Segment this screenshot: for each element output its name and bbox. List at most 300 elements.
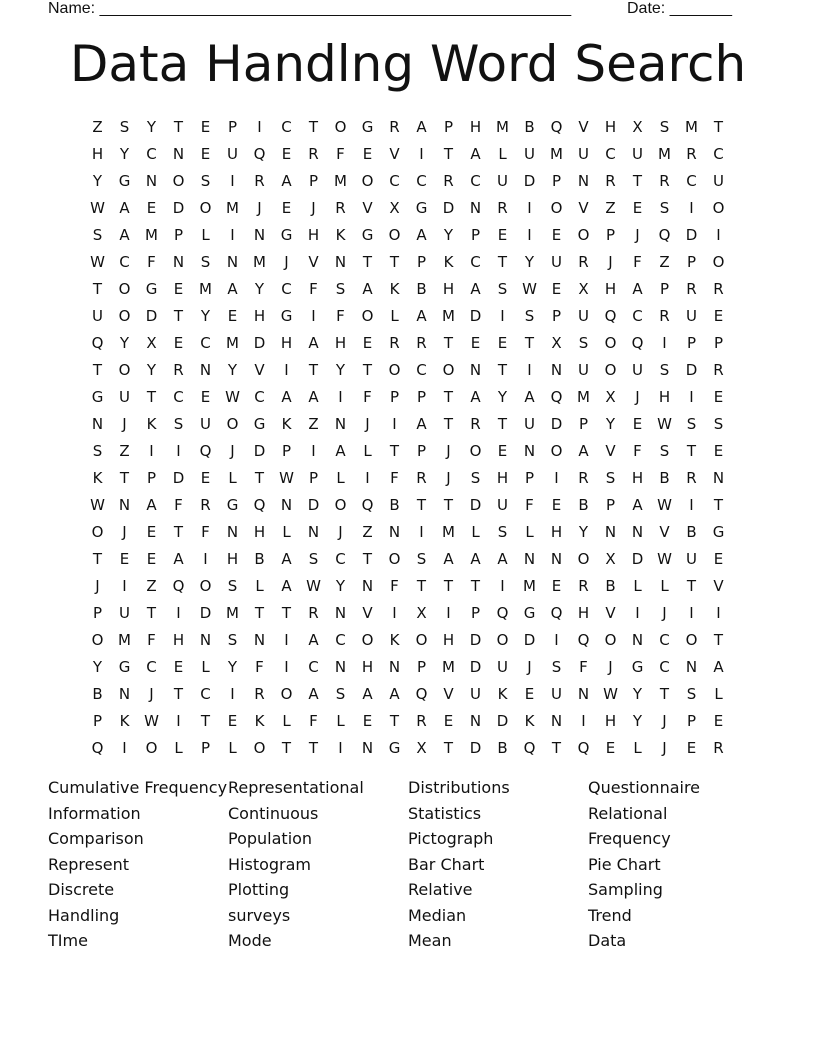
grid-cell[interactable]: R [308,145,319,163]
grid-cell[interactable]: S [713,415,724,433]
grid-cell[interactable]: D [469,307,482,325]
grid-cell[interactable]: T [713,496,724,514]
grid-cell[interactable]: V [605,604,616,622]
grid-cell[interactable]: N [226,523,239,541]
grid-cell[interactable]: G [523,604,536,622]
grid-cell[interactable]: R [389,118,400,136]
grid-cell[interactable]: E [551,496,562,514]
grid-cell[interactable]: T [551,739,562,757]
grid-cell[interactable]: J [527,658,532,676]
grid-cell[interactable]: I [230,685,235,703]
grid-cell[interactable]: X [605,550,616,568]
grid-cell[interactable]: D [469,631,482,649]
grid-cell[interactable]: Q [91,334,104,352]
grid-cell[interactable]: O [226,415,239,433]
grid-cell[interactable]: E [200,469,211,487]
grid-cell[interactable]: G [145,280,158,298]
grid-cell[interactable]: E [173,280,184,298]
grid-cell[interactable]: N [172,253,185,271]
grid-cell[interactable]: J [365,415,370,433]
grid-cell[interactable]: P [686,334,697,352]
grid-cell[interactable]: A [578,442,589,460]
grid-cell[interactable]: E [605,739,616,757]
grid-cell[interactable]: M [442,658,455,676]
grid-cell[interactable]: O [604,334,617,352]
grid-cell[interactable]: U [551,685,562,703]
grid-cell[interactable]: A [443,550,454,568]
grid-cell[interactable]: E [362,334,373,352]
grid-cell[interactable]: R [686,145,697,163]
grid-cell[interactable]: N [388,658,401,676]
grid-cell[interactable]: N [199,631,212,649]
grid-cell[interactable]: M [658,145,671,163]
grid-cell[interactable]: U [524,145,535,163]
grid-cell[interactable]: T [146,388,157,406]
grid-cell[interactable]: B [659,469,670,487]
grid-cell[interactable]: E [551,226,562,244]
grid-cell[interactable]: W [657,550,672,568]
grid-cell[interactable]: N [172,145,185,163]
grid-cell[interactable]: H [253,523,266,541]
grid-cell[interactable]: D [469,496,482,514]
grid-cell[interactable]: E [200,118,211,136]
grid-cell[interactable]: F [390,469,399,487]
grid-cell[interactable]: T [281,604,292,622]
grid-cell[interactable]: W [603,685,618,703]
grid-cell[interactable]: B [524,118,535,136]
grid-cell[interactable]: B [578,496,589,514]
grid-cell[interactable]: S [578,334,589,352]
grid-cell[interactable]: S [227,577,238,595]
grid-cell[interactable]: R [443,172,454,190]
grid-cell[interactable]: Y [200,307,211,325]
grid-cell[interactable]: E [470,334,481,352]
grid-cell[interactable]: C [200,685,211,703]
grid-cell[interactable]: M [226,604,239,622]
grid-cell[interactable]: N [469,712,482,730]
grid-cell[interactable]: B [686,523,697,541]
grid-cell[interactable]: H [550,523,563,541]
grid-cell[interactable]: H [172,631,185,649]
grid-cell[interactable]: F [309,712,318,730]
grid-cell[interactable]: S [200,253,211,271]
grid-cell[interactable]: A [416,226,427,244]
grid-cell[interactable]: X [605,388,616,406]
grid-cell[interactable]: I [392,415,397,433]
grid-cell[interactable]: L [471,523,480,541]
grid-cell[interactable]: I [446,604,451,622]
grid-cell[interactable]: V [362,199,373,217]
grid-cell[interactable]: A [362,280,373,298]
grid-cell[interactable]: S [308,550,319,568]
grid-cell[interactable]: P [92,604,103,622]
grid-cell[interactable]: J [608,658,613,676]
grid-cell[interactable]: E [497,226,508,244]
grid-cell[interactable]: C [146,145,157,163]
grid-cell[interactable]: D [496,712,509,730]
date-field[interactable]: Date: _______ [627,0,732,17]
grid-cell[interactable]: V [713,577,724,595]
grid-cell[interactable]: R [416,334,427,352]
grid-cell[interactable]: Z [605,199,616,217]
grid-cell[interactable]: T [92,280,103,298]
grid-cell[interactable]: Q [91,739,104,757]
grid-cell[interactable]: T [200,712,211,730]
grid-cell[interactable]: M [253,253,266,271]
grid-cell[interactable]: N [334,658,347,676]
grid-cell[interactable]: D [469,658,482,676]
grid-cell[interactable]: G [91,388,104,406]
grid-cell[interactable]: Y [632,712,643,730]
grid-cell[interactable]: T [416,577,427,595]
grid-cell[interactable]: P [416,658,427,676]
grid-cell[interactable]: L [525,523,534,541]
grid-cell[interactable]: O [145,739,158,757]
grid-cell[interactable]: O [388,550,401,568]
grid-cell[interactable]: U [713,172,724,190]
grid-cell[interactable]: I [311,442,316,460]
grid-cell[interactable]: V [659,523,670,541]
grid-cell[interactable]: R [173,361,184,379]
grid-cell[interactable]: A [497,550,508,568]
grid-cell[interactable]: N [685,658,698,676]
grid-cell[interactable]: U [686,550,697,568]
grid-cell[interactable]: Y [92,172,103,190]
grid-cell[interactable]: Y [227,658,238,676]
grid-cell[interactable]: L [363,442,372,460]
grid-cell[interactable]: J [95,577,100,595]
grid-cell[interactable]: X [551,334,562,352]
grid-cell[interactable]: A [281,550,292,568]
grid-cell[interactable]: Q [199,442,212,460]
grid-cell[interactable]: I [500,307,505,325]
grid-cell[interactable]: A [173,550,184,568]
grid-cell[interactable]: I [176,442,181,460]
grid-cell[interactable]: F [579,658,588,676]
grid-cell[interactable]: E [497,334,508,352]
grid-cell[interactable]: S [227,631,238,649]
grid-cell[interactable]: O [199,199,212,217]
grid-cell[interactable]: I [284,631,289,649]
grid-cell[interactable]: E [227,307,238,325]
grid-cell[interactable]: N [145,172,158,190]
grid-cell[interactable]: W [90,496,105,514]
grid-cell[interactable]: R [686,280,697,298]
grid-cell[interactable]: D [145,307,158,325]
grid-cell[interactable]: U [686,307,697,325]
grid-cell[interactable]: A [281,577,292,595]
grid-cell[interactable]: N [604,523,617,541]
grid-cell[interactable]: E [200,145,211,163]
grid-cell[interactable]: L [201,226,210,244]
grid-cell[interactable]: N [226,253,239,271]
grid-cell[interactable]: H [604,280,617,298]
grid-cell[interactable]: T [173,523,184,541]
grid-cell[interactable]: T [497,253,508,271]
grid-cell[interactable]: K [389,631,400,649]
grid-cell[interactable]: A [308,685,319,703]
grid-cell[interactable]: F [336,145,345,163]
grid-cell[interactable]: J [230,442,235,460]
grid-cell[interactable]: E [362,712,373,730]
grid-cell[interactable]: T [146,604,157,622]
grid-cell[interactable]: I [527,361,532,379]
grid-cell[interactable]: I [338,388,343,406]
grid-cell[interactable]: O [172,172,185,190]
grid-cell[interactable]: A [335,442,346,460]
grid-cell[interactable]: P [605,496,616,514]
grid-cell[interactable]: L [390,307,399,325]
grid-cell[interactable]: L [336,712,345,730]
grid-cell[interactable]: Y [119,334,130,352]
grid-cell[interactable]: Z [362,523,373,541]
grid-cell[interactable]: I [338,739,343,757]
grid-cell[interactable]: R [254,172,265,190]
grid-cell[interactable]: D [685,361,698,379]
grid-cell[interactable]: D [523,172,536,190]
grid-cell[interactable]: R [659,172,670,190]
grid-cell[interactable]: X [389,199,400,217]
grid-cell[interactable]: W [279,469,294,487]
grid-cell[interactable]: T [497,361,508,379]
grid-cell[interactable]: R [470,415,481,433]
grid-cell[interactable]: O [334,496,347,514]
grid-cell[interactable]: U [578,145,589,163]
grid-cell[interactable]: V [389,145,400,163]
grid-cell[interactable]: O [415,631,428,649]
grid-cell[interactable]: Q [550,604,563,622]
grid-cell[interactable]: J [311,199,316,217]
grid-cell[interactable]: U [227,145,238,163]
grid-cell[interactable]: O [496,631,509,649]
grid-cell[interactable]: G [226,496,239,514]
grid-cell[interactable]: Y [227,361,238,379]
grid-cell[interactable]: S [92,442,103,460]
grid-cell[interactable]: E [146,550,157,568]
grid-cell[interactable]: Q [496,604,509,622]
grid-cell[interactable]: F [363,388,372,406]
grid-cell[interactable]: R [659,307,670,325]
grid-cell[interactable]: T [173,685,184,703]
grid-cell[interactable]: L [336,469,345,487]
grid-cell[interactable]: V [254,361,265,379]
grid-cell[interactable]: N [280,496,293,514]
grid-cell[interactable]: G [361,118,374,136]
grid-cell[interactable]: F [336,307,345,325]
grid-cell[interactable]: H [280,334,293,352]
grid-cell[interactable]: E [632,199,643,217]
grid-cell[interactable]: E [443,712,454,730]
grid-cell[interactable]: D [550,415,563,433]
grid-cell[interactable]: U [200,415,211,433]
grid-cell[interactable]: H [442,280,455,298]
grid-cell[interactable]: S [659,361,670,379]
grid-cell[interactable]: T [389,712,400,730]
grid-cell[interactable]: C [605,145,616,163]
grid-cell[interactable]: L [660,577,669,595]
grid-cell[interactable]: F [390,577,399,595]
grid-cell[interactable]: I [392,604,397,622]
grid-cell[interactable]: K [335,226,346,244]
grid-cell[interactable]: H [253,307,266,325]
grid-cell[interactable]: G [280,307,293,325]
grid-cell[interactable]: H [226,550,239,568]
grid-cell[interactable]: E [497,442,508,460]
grid-cell[interactable]: C [335,550,346,568]
grid-cell[interactable]: T [362,253,373,271]
grid-cell[interactable]: I [203,550,208,568]
grid-cell[interactable]: K [443,253,454,271]
grid-cell[interactable]: I [554,469,559,487]
grid-cell[interactable]: R [308,604,319,622]
grid-cell[interactable]: Z [659,253,670,271]
grid-cell[interactable]: I [716,226,721,244]
grid-cell[interactable]: S [200,172,211,190]
grid-cell[interactable]: C [389,172,400,190]
grid-cell[interactable]: Y [605,415,616,433]
grid-cell[interactable]: K [92,469,103,487]
grid-cell[interactable]: I [689,388,694,406]
grid-cell[interactable]: O [118,307,131,325]
grid-cell[interactable]: O [334,118,347,136]
grid-cell[interactable]: I [500,577,505,595]
grid-cell[interactable]: J [662,712,667,730]
grid-cell[interactable]: H [361,658,374,676]
grid-cell[interactable]: U [632,361,643,379]
grid-cell[interactable]: Z [119,442,130,460]
grid-cell[interactable]: A [308,334,319,352]
grid-cell[interactable]: W [306,577,321,595]
grid-cell[interactable]: P [659,280,670,298]
grid-cell[interactable]: Z [308,415,319,433]
grid-cell[interactable]: Q [550,388,563,406]
grid-cell[interactable]: C [254,388,265,406]
grid-cell[interactable]: Q [577,739,590,757]
grid-cell[interactable]: N [253,226,266,244]
grid-cell[interactable]: E [281,145,292,163]
grid-cell[interactable]: J [122,523,127,541]
grid-cell[interactable]: D [199,604,212,622]
grid-cell[interactable]: P [443,118,454,136]
grid-cell[interactable]: Q [604,307,617,325]
grid-cell[interactable]: P [524,469,535,487]
grid-cell[interactable]: F [147,253,156,271]
grid-cell[interactable]: J [257,199,262,217]
grid-cell[interactable]: P [146,469,157,487]
grid-cell[interactable]: L [228,739,237,757]
grid-cell[interactable]: T [416,496,427,514]
grid-cell[interactable]: H [307,226,320,244]
grid-cell[interactable]: T [659,685,670,703]
grid-cell[interactable]: S [524,307,535,325]
grid-cell[interactable]: O [388,226,401,244]
grid-cell[interactable]: L [255,577,264,595]
grid-cell[interactable]: T [308,739,319,757]
grid-cell[interactable]: E [713,712,724,730]
grid-cell[interactable]: O [253,739,266,757]
grid-cell[interactable]: R [578,469,589,487]
grid-cell[interactable]: N [577,685,590,703]
grid-cell[interactable]: C [713,145,724,163]
grid-cell[interactable]: Q [253,145,266,163]
grid-cell[interactable]: A [470,280,481,298]
grid-cell[interactable]: P [686,712,697,730]
grid-cell[interactable]: I [635,604,640,622]
grid-cell[interactable]: M [442,523,455,541]
grid-cell[interactable]: H [469,118,482,136]
grid-cell[interactable]: U [497,658,508,676]
grid-cell[interactable]: I [689,496,694,514]
grid-cell[interactable]: N [550,550,563,568]
grid-cell[interactable]: G [118,658,131,676]
grid-cell[interactable]: T [497,415,508,433]
grid-cell[interactable]: C [335,631,346,649]
grid-cell[interactable]: C [659,631,670,649]
grid-cell[interactable]: F [525,496,534,514]
grid-cell[interactable]: Y [524,253,535,271]
grid-cell[interactable]: M [226,199,239,217]
grid-cell[interactable]: V [443,685,454,703]
grid-cell[interactable]: P [389,388,400,406]
grid-cell[interactable]: E [524,685,535,703]
grid-cell[interactable]: N [550,361,563,379]
grid-cell[interactable]: P [416,388,427,406]
grid-cell[interactable]: K [281,415,292,433]
grid-cell[interactable]: R [200,496,211,514]
grid-cell[interactable]: D [253,442,266,460]
grid-cell[interactable]: C [200,334,211,352]
grid-cell[interactable]: M [577,388,590,406]
grid-cell[interactable]: I [365,469,370,487]
grid-cell[interactable]: A [119,226,130,244]
grid-cell[interactable]: T [389,442,400,460]
grid-cell[interactable]: M [334,172,347,190]
grid-cell[interactable]: U [497,496,508,514]
grid-cell[interactable]: T [443,388,454,406]
grid-cell[interactable]: S [335,280,346,298]
grid-cell[interactable]: D [469,739,482,757]
grid-cell[interactable]: H [334,334,347,352]
grid-cell[interactable]: S [173,415,184,433]
grid-cell[interactable]: A [524,388,535,406]
grid-cell[interactable]: K [524,712,535,730]
grid-cell[interactable]: T [254,469,265,487]
grid-cell[interactable]: T [254,604,265,622]
grid-cell[interactable]: T [686,442,697,460]
grid-cell[interactable]: E [551,280,562,298]
grid-cell[interactable]: M [118,631,131,649]
grid-cell[interactable]: E [686,739,697,757]
grid-cell[interactable]: J [635,388,640,406]
grid-cell[interactable]: I [122,739,127,757]
grid-cell[interactable]: T [119,469,130,487]
grid-cell[interactable]: R [416,712,427,730]
grid-cell[interactable]: O [577,550,590,568]
grid-cell[interactable]: X [416,604,427,622]
grid-cell[interactable]: P [416,253,427,271]
grid-cell[interactable]: A [632,496,643,514]
grid-cell[interactable]: B [254,550,265,568]
grid-cell[interactable]: N [334,415,347,433]
grid-cell[interactable]: J [284,253,289,271]
grid-cell[interactable]: Q [631,334,644,352]
grid-cell[interactable]: M [199,280,212,298]
grid-cell[interactable]: W [90,199,105,217]
grid-cell[interactable]: S [416,550,427,568]
grid-cell[interactable]: T [443,145,454,163]
grid-cell[interactable]: O [550,199,563,217]
grid-cell[interactable]: A [389,685,400,703]
